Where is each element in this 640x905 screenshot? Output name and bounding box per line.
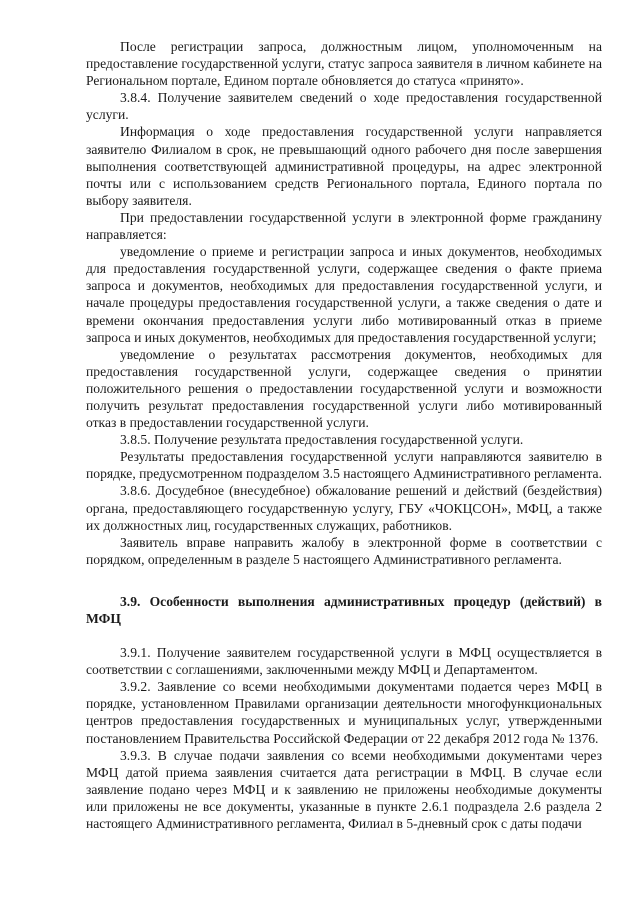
heading-spacer <box>86 627 602 644</box>
paragraph-3-8-5: 3.8.5. Получение результата предоставления государственной услуги. <box>120 432 524 448</box>
paragraph-complaint: Заявитель вправе направить жалобу в электронной форме в соответствии с порядком, определенным в разделе 5 настоящего Административного регламента. <box>86 534 602 567</box>
document-page <box>86 38 602 832</box>
paragraph-notice-receipt: уведомление о приеме и регистрации запроса и иных документов, необходимых для предоставления государственной услуги, содержащее сведения о факте приема запроса и документов, необходимых для предоставления государственной услуги, и начале процедуры предоставления государственной услуги, а также сведения о дате и времени окончания предоставления услуги либо мотивированный отказ в приеме запроса и иных документов, необходимых для предоставления государственной услуги; <box>86 244 602 345</box>
paragraph-3-9-3: 3.9.3. В случае подачи заявления со всеми необходимыми документами через МФЦ датой приема заявления считается дата регистрации в МФЦ. В случае если заявление подано через МФЦ и к заявлению не приложены необходимые документы или приложены не все документы, указанные в пункте 2.6.1 подраздела 2.6 раздела 2 настоящего Административного регламента, Филиал в 5-дневный срок с даты подачи <box>86 747 602 832</box>
paragraph-electronic-form: При предоставлении государственной услуги в электронной форме гражданину направляется: <box>86 209 602 243</box>
paragraph-3-9-2: 3.9.2. Заявление со всеми необходимыми документами подается через МФЦ в порядке, установленном Правилами организации деятельности многофункциональных центров предоставления государственных и муниципальных услуг, утвержденными постановлением Правительства Российской Федерации от 22 декабря 2012 года № 1376. <box>86 679 602 746</box>
paragraph-status-update: После регистрации запроса, должностным лицом, уполномоченным на предоставление государственной услуги, статус запроса заявителя в личном кабинете на Региональном портале, Едином портале обновляется до статуса «принято». <box>86 39 602 89</box>
paragraph-results-sent: Результаты предоставления государственной услуги направляются заявителю в порядке, предусмотренном подразделом 3.5 настоящего Административного регламента. <box>86 449 602 482</box>
paragraph-3-8-4: 3.8.4. Получение заявителем сведений о ходе предоставления государственной услуги. <box>86 90 602 123</box>
section-heading-3-9: 3.9. Особенности выполнения административных процедур (действий) в МФЦ <box>86 593 602 626</box>
paragraph-progress-info: Информация о ходе предоставления государственной услуги направляется заявителю Филиалом в срок, не превышающий одного рабочего дня после завершения выполнения соответствующей административной процедуры, на адрес электронной почты или с использованием средств Регионального портала, Единого портала по выбору заявителя. <box>86 124 602 208</box>
section-spacer <box>86 568 602 593</box>
paragraph-3-9-1: 3.9.1. Получение заявителем государственной услуги в МФЦ осуществляется в соответствии с соглашениями, заключенными между МФЦ и Департаментом. <box>86 645 602 678</box>
paragraph-3-8-6: 3.8.6. Досудебное (внесудебное) обжалование решений и действий (бездействия) органа, предоставляющего государственную услугу, ГБУ «ЧОКЦСОН», МФЦ, а также их должностных лиц, государственных служащих, работников. <box>86 483 602 533</box>
paragraph-notice-results: уведомление о результатах рассмотрения документов, необходимых для предоставления государственной услуги, содержащее сведения о принятии положительного решения о предоставлении государственной услуги и возможности получить результат предоставления государственной услуги либо мотивированный отказ в предоставлении государственной услуги. <box>86 346 602 431</box>
